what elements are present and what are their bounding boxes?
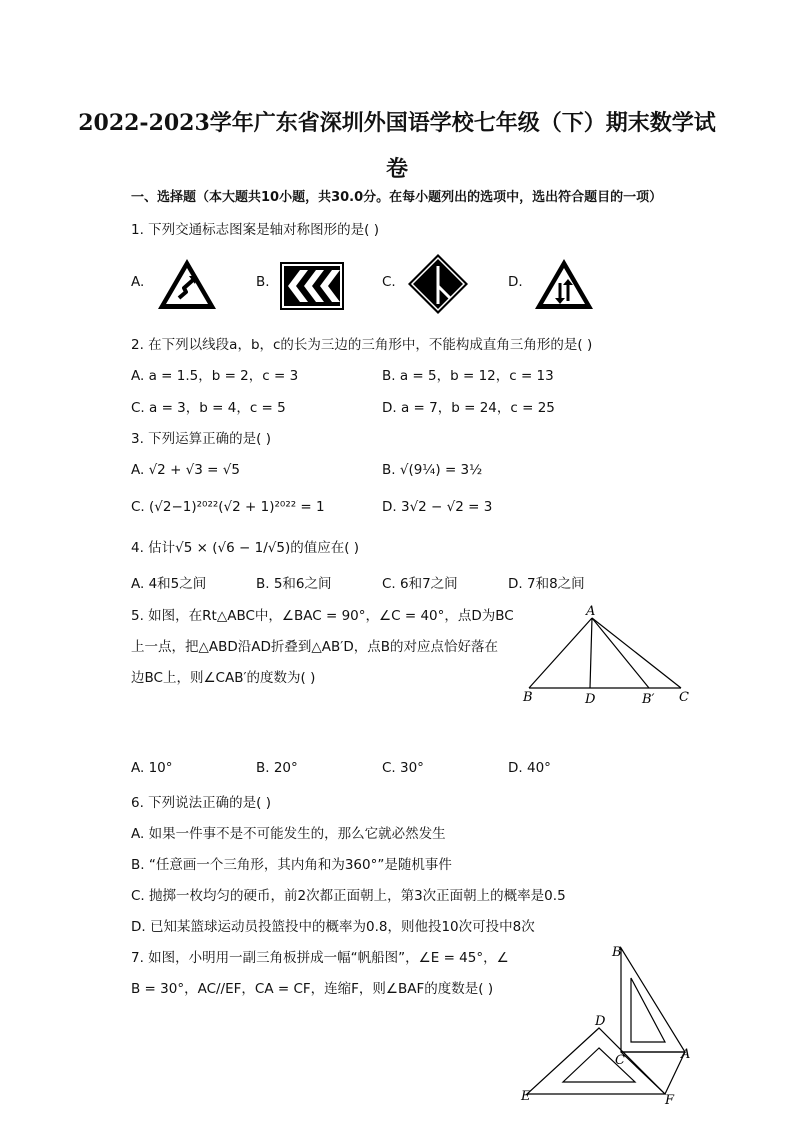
winding-road-sign-icon — [155, 256, 219, 312]
title-line-1: 2022-2023学年广东省深圳外国语学校七年级（下）期末数学试 — [78, 110, 716, 136]
q4-option-d[interactable]: D. 7和8之间 — [508, 576, 585, 592]
q4-option-b[interactable]: B. 5和6之间 — [256, 576, 332, 592]
q7-label-b: B — [612, 945, 622, 960]
q3-option-c[interactable]: C. (√2−1)²⁰²²(√2 + 1)²⁰²² = 1 — [131, 499, 325, 515]
q6-option-a[interactable]: A. 如果一件事不是不可能发生的，那么它就必然发生 — [131, 826, 446, 842]
q6-option-d[interactable]: D. 已知某篮球运动员投篮投中的概率为0.8，则他投10次可投中8次 — [131, 919, 535, 935]
q5-option-d[interactable]: D. 40° — [508, 760, 551, 776]
q1-option-d-label: D. — [508, 274, 523, 290]
page-title — [70, 100, 724, 192]
q3-option-b[interactable]: B. √(9¼) = 3½ — [382, 462, 483, 478]
q5-label-b-prime: B′ — [642, 692, 655, 707]
q2-option-b[interactable]: B. a = 5，b = 12，c = 13 — [382, 368, 554, 384]
question-1-stem: 1. 下列交通标志图案是轴对称图形的是( ) — [131, 222, 379, 238]
two-way-traffic-sign-icon — [532, 256, 596, 312]
q3-option-d[interactable]: D. 3√2 − √2 = 3 — [382, 499, 493, 515]
q2-option-a[interactable]: A. a = 1.5，b = 2，c = 3 — [131, 368, 299, 384]
question-3-stem: 3. 下列运算正确的是( ) — [131, 431, 271, 447]
chevron-left-sign-icon — [280, 262, 344, 312]
q7-label-e: E — [521, 1089, 531, 1104]
q5-label-a: A — [586, 604, 596, 619]
question-4-stem: 4. 估计√5 × (√6 − 1/√5)的值应在( ) — [131, 540, 360, 556]
question-7-line-1: 7. 如图，小明用一副三角板拼成一幅“帆船图”，∠E = 45°，∠ — [131, 950, 509, 966]
q5-option-c[interactable]: C. 30° — [382, 760, 424, 776]
question-2-stem: 2. 在下列以线段a，b，c的长为三边的三角形中，不能构成直角三角形的是( ) — [131, 337, 593, 353]
merge-road-sign-icon — [406, 252, 470, 316]
q7-label-d: D — [595, 1014, 606, 1029]
q7-label-c: C — [615, 1053, 625, 1068]
q5-option-b[interactable]: B. 20° — [256, 760, 298, 776]
question-5-line-1: 5. 如图，在Rt△ABC中，∠BAC = 90°，∠C = 40°，点D为BC — [131, 608, 514, 624]
q7-sailboat-figure — [515, 940, 700, 1110]
question-5-line-2: 上一点，把△ABD沿AD折叠到△AB′D，点B的对应点恰好落在 — [131, 639, 499, 655]
q5-triangle-figure — [515, 600, 700, 715]
q7-label-f: F — [665, 1093, 675, 1108]
q7-label-a: A — [681, 1047, 691, 1062]
section-heading: 一、选择题（本大题共10小题，共30.0分。在每小题列出的选项中，选出符合题目的一项） — [131, 190, 663, 205]
q2-option-c[interactable]: C. a = 3，b = 4，c = 5 — [131, 400, 286, 416]
q5-option-a[interactable]: A. 10° — [131, 760, 173, 776]
q2-option-d[interactable]: D. a = 7，b = 24，c = 25 — [382, 400, 555, 416]
question-5-line-3: 边BC上，则∠CAB′的度数为( ) — [131, 670, 316, 686]
q4-option-a[interactable]: A. 4和5之间 — [131, 576, 207, 592]
q5-label-d: D — [585, 692, 596, 707]
q6-option-b[interactable]: B. “任意画一个三角形，其内角和为360°”是随机事件 — [131, 857, 452, 873]
q1-option-a-label: A. — [131, 274, 145, 290]
q1-option-b-label: B. — [256, 274, 270, 290]
q3-option-a[interactable]: A. √2 + √3 = √5 — [131, 462, 240, 478]
question-7-line-2: B = 30°，AC//EF，CA = CF，连缩F，则∠BAF的度数是( ) — [131, 981, 494, 997]
q5-label-b: B — [523, 690, 533, 705]
q6-option-c[interactable]: C. 抛掷一枚均匀的硬币，前2次都正面朝上，第3次正面朝上的概率是0.5 — [131, 888, 566, 904]
q5-label-c: C — [679, 690, 689, 705]
q1-option-c-label: C. — [382, 274, 396, 290]
question-6-stem: 6. 下列说法正确的是( ) — [131, 795, 271, 811]
title-line-2: 卷 — [385, 156, 408, 182]
q4-option-c[interactable]: C. 6和7之间 — [382, 576, 458, 592]
